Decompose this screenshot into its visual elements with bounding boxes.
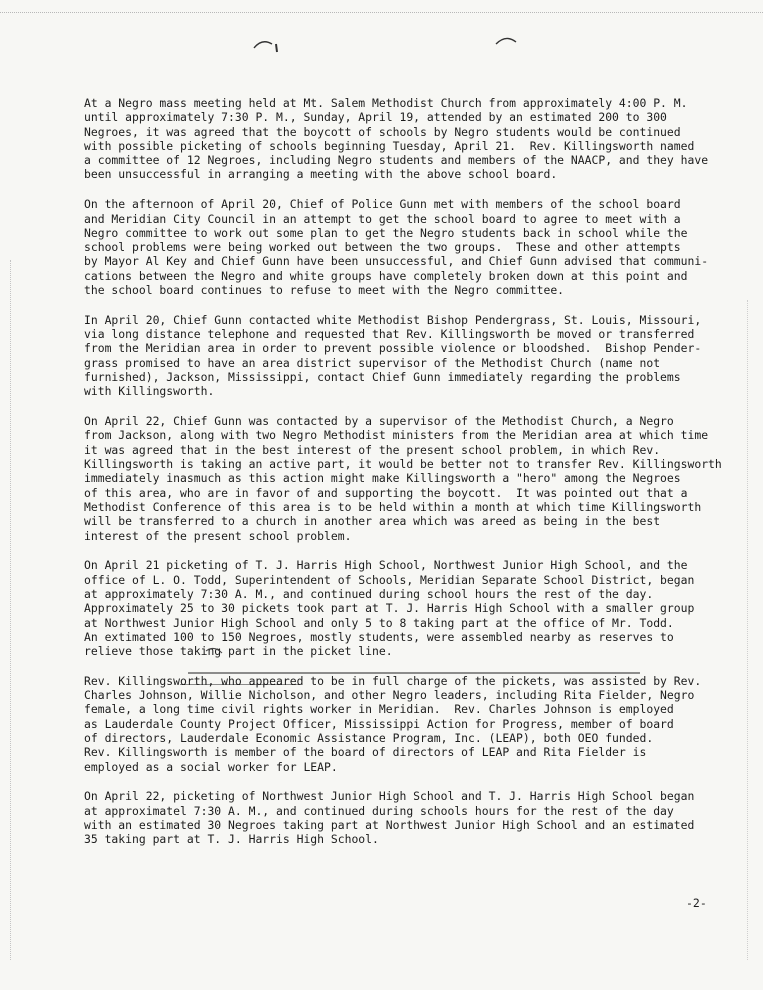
handwritten-underline-marks [180, 645, 700, 685]
paragraph-mass-meeting: At a Negro mass meeting held at Mt. Salem Methodist Church from approximately 4:00 P. M. until approximately 7:30 P. M., Sunday, April 19, attended by an estimated 200 to 300 Negroes, it was agreed that the boycott of schools by Negro students would be continued with possible picketing of schools beginning Tuesday, April 21. Rev. Killingsworth named a committee of 12 Negroes, including Negro students and members of the NAACP, and they have been unsuccessful in arranging a meeting with the above school board. [84, 96, 709, 182]
punch-mark-left [250, 36, 290, 56]
scan-edge-top [0, 0, 763, 13]
paragraph-picketing-april-21: On April 21 picketing of T. J. Harris High School, Northwest Junior High School, and the office of L. O. Todd, Superintendent of Schools, Meridian Separate School District, began at approximately 7:30 A. M., and continued during school hours the rest of the day. Approximately 25 to 30 pickets took part at T. J. Harris High School with a smaller group at Northwest Junior High School and only 5 to 8 taking part at the office of Mr. Todd. An extimated 100 to 150 Negroes, mostly students, were assembled nearby as reserves to relieve those taking part in the picket line. [84, 558, 695, 659]
page-number: -2- [686, 896, 707, 910]
document-body [84, 96, 749, 862]
paragraph-methodist-supervisor: On April 22, Chief Gunn was contacted by a supervisor of the Methodist Church, a Negro from Jackson, along with two Negro Methodist ministers from the Meridian area at which time it was agreed that in the best interest of the present school problem, in which Rev. Killingsworth is taking an active part, it would be better not to transfer Rev. Killingsworth immediately inasmuch as this action might make Killingsworth a "hero" among the Negroes of this area, who are in favor of and supporting the boycott. It was pointed out that a Methodist Conference of this area is to be held within a month at which time Killingsworth will be transferred to a church in another area which was areed as being in the best interest of the present school problem. [84, 414, 722, 543]
paragraph-bishop-pendergrass: In April 20, Chief Gunn contacted white Methodist Bishop Pendergrass, St. Louis, Missouri, via long distance telephone and requested that Rev. Killingsworth be moved or transferred from the Meridian area in order to prevent possible violence or bloodshed. Bishop Pender- grass promised to have an area district supervisor of the Methodist Church (name not furnished), Jackson, Mississippi, contact Chief Gunn immediately regarding the problems with Killingsworth. [84, 312, 702, 399]
paragraph-chief-gunn-meeting: On the afternoon of April 20, Chief of Police Gunn met with members of the school board and Meridian City Council in an attempt to get the school board to agree to meet with a Negro committee to work out some plan to get the Negro students back in school while the school problems were being worked out between the two groups. These and other attempts by Mayor Al Key and Chief Gunn have been unsuccessful, and Chief Gunn advised that communi- cations between the Negro and white groups have completely broken down at this point and the school board continues to refuse to meet with the Negro committee. [84, 197, 709, 298]
scan-edge-left [10, 260, 12, 960]
punch-mark-right [492, 34, 522, 50]
paragraph-killingsworth-leaders: Rev. Killingsworth, who appeared to be in full charge of the pickets, was assisted by Rev. Charles Johnson, Willie Nicholson, and other Negro leaders, including Rita Fielder, Negro female, a long time civil rights worker in Meridian. Rev. Charles Johnson is employed as Lauderdale County Project Officer, Mississippi Action for Progress, member of board of directors, Lauderdale Economic Assistance Program, Inc. (LEAP), both OEO funded. Rev. Killingsworth is member of the board of directors of LEAP and Rita Fielder is employed as a social worker for LEAP. [84, 673, 702, 774]
paragraph-picketing-april-22: On April 22, picketing of Northwest Junior High School and T. J. Harris High School began at approximatel 7:30 A. M., and continued during schools hours for the rest of the day with an estimated 30 Negroes taking part at Northwest Junior High School and an estimated 35 taking part at T. J. Harris High School. [84, 789, 695, 847]
